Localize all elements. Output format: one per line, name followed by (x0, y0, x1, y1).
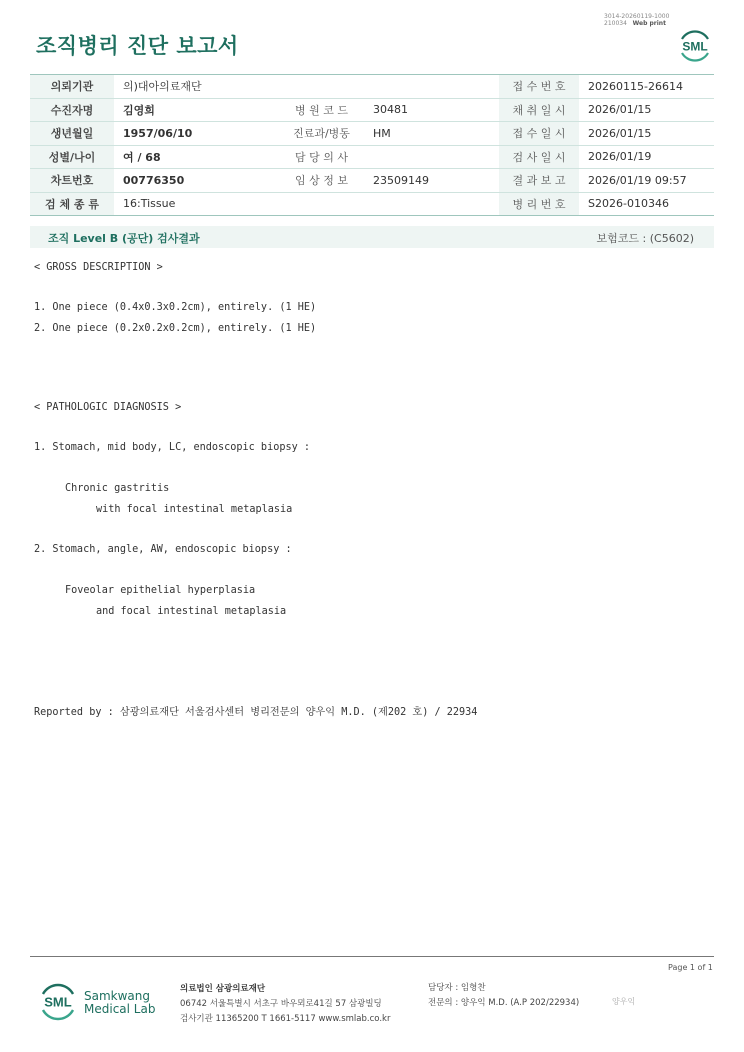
info-label: 생년월일 (30, 122, 114, 146)
info-value: 1957/06/10 (114, 122, 279, 146)
print-id (604, 13, 669, 27)
info-value: 30481 (364, 98, 499, 122)
info-value: 2026/01/15 (579, 98, 714, 122)
info-label: 검 체 종 류 (30, 192, 114, 216)
dx2-line1: Foveolar epithelial hyperplasia (65, 585, 256, 596)
dx1-line2: with focal intestinal metaplasia (96, 504, 293, 515)
print-id-line2: 210034 (604, 20, 627, 27)
logo-text: SML (682, 39, 708, 54)
info-value: 여 / 68 (114, 145, 279, 169)
info-label: 채 취 일 시 (499, 98, 579, 122)
info-label: 병 리 번 호 (499, 192, 579, 216)
footer-logo-text: SML (44, 994, 72, 1010)
info-value: 23509149 (364, 169, 499, 193)
page-title: 조직병리 진단 보고서 (36, 34, 239, 58)
info-row (30, 98, 714, 122)
sml-footer-logo-icon (38, 980, 78, 1024)
info-label (279, 75, 364, 99)
info-value: 2026/01/19 (579, 145, 714, 169)
diagnosis-heading: < PATHOLOGIC DIAGNOSIS > (34, 402, 182, 413)
info-label: 임 상 정 보 (279, 169, 364, 193)
org-name: 의료법인 삼광의료재단 (180, 984, 266, 994)
dx1-line1: Chronic gastritis (65, 483, 170, 494)
print-label: Web print (632, 20, 666, 27)
footer-staff (428, 981, 579, 1011)
dx2-line2: and focal intestinal metaplasia (96, 606, 287, 617)
dx2-site: 2. Stomach, angle, AW, endoscopic biopsy : (34, 544, 292, 555)
info-label: 접 수 번 호 (499, 75, 579, 99)
info-label: 담 당 의 사 (279, 145, 364, 169)
info-value: HM (364, 122, 499, 146)
address-line: 06742 서울특별시 서초구 바우뫼로41길 57 삼광빌딩 (180, 999, 382, 1009)
brand-line1: Samkwang (84, 989, 150, 1003)
info-value (364, 145, 499, 169)
info-label: 병 원 코 드 (279, 98, 364, 122)
patient-info-table (30, 74, 714, 216)
insurance-code: 보험코드 : (C5602) (596, 232, 694, 245)
info-label: 결 과 보 고 (499, 169, 579, 193)
signature: 양우익 (612, 997, 636, 1006)
specialist-line: 전문의 : 양우익 M.D. (A.P 202/22934) (428, 998, 580, 1008)
dx1-site: 1. Stomach, mid body, LC, endoscopic biopsy : (34, 442, 311, 453)
result-section-bar (30, 226, 714, 248)
manager-line: 담당자 : 임형찬 (428, 983, 486, 993)
sml-logo-icon (676, 26, 714, 64)
info-row (30, 192, 714, 216)
info-value: 20260115-26614 (579, 75, 714, 99)
footer-divider (30, 956, 714, 957)
info-value: 2026/01/15 (579, 122, 714, 146)
page-number: Page 1 of 1 (668, 963, 713, 972)
info-label: 진료과/병동 (279, 122, 364, 146)
print-id-line1: 3014-20260119-1000 (604, 13, 670, 20)
info-value (364, 75, 499, 99)
info-row (30, 75, 714, 99)
info-label: 차트번호 (30, 169, 114, 193)
gross-item-1: 1. One piece (0.4x0.3x0.2cm), entirely. (1 HE) (34, 302, 317, 313)
info-row (30, 145, 714, 169)
info-value: 00776350 (114, 169, 279, 193)
footer-address (180, 982, 390, 1027)
brand-name (84, 990, 155, 1016)
contact-line: 검사기관 11365200 T 1661-5117 www.smlab.co.kr (180, 1014, 391, 1024)
info-label: 성별/나이 (30, 145, 114, 169)
brand-line2: Medical Lab (84, 1002, 156, 1016)
info-label: 의뢰기관 (30, 75, 114, 99)
gross-heading: < GROSS DESCRIPTION > (34, 262, 163, 273)
info-value: 의)대아의료재단 (114, 75, 279, 99)
info-value: 2026/01/19 09:57 (579, 169, 714, 193)
info-row (30, 122, 714, 146)
info-row (30, 169, 714, 193)
info-value: 16:Tissue (114, 192, 279, 216)
info-label: 검 사 일 시 (499, 145, 579, 169)
info-value: S2026-010346 (579, 192, 714, 216)
info-label: 접 수 일 시 (499, 122, 579, 146)
info-value: 김영희 (114, 98, 279, 122)
reported-by: Reported by : 삼광의료재단 서울검사센터 병리전문의 양우익 M.D. (제202 호) / 22934 (34, 707, 478, 718)
info-label (279, 192, 364, 216)
section-title: 조직 Level B (공단) 검사결과 (48, 232, 200, 245)
info-label: 수진자명 (30, 98, 114, 122)
gross-item-2: 2. One piece (0.2x0.2x0.2cm), entirely. (1 HE) (34, 323, 317, 334)
info-value (364, 192, 499, 216)
